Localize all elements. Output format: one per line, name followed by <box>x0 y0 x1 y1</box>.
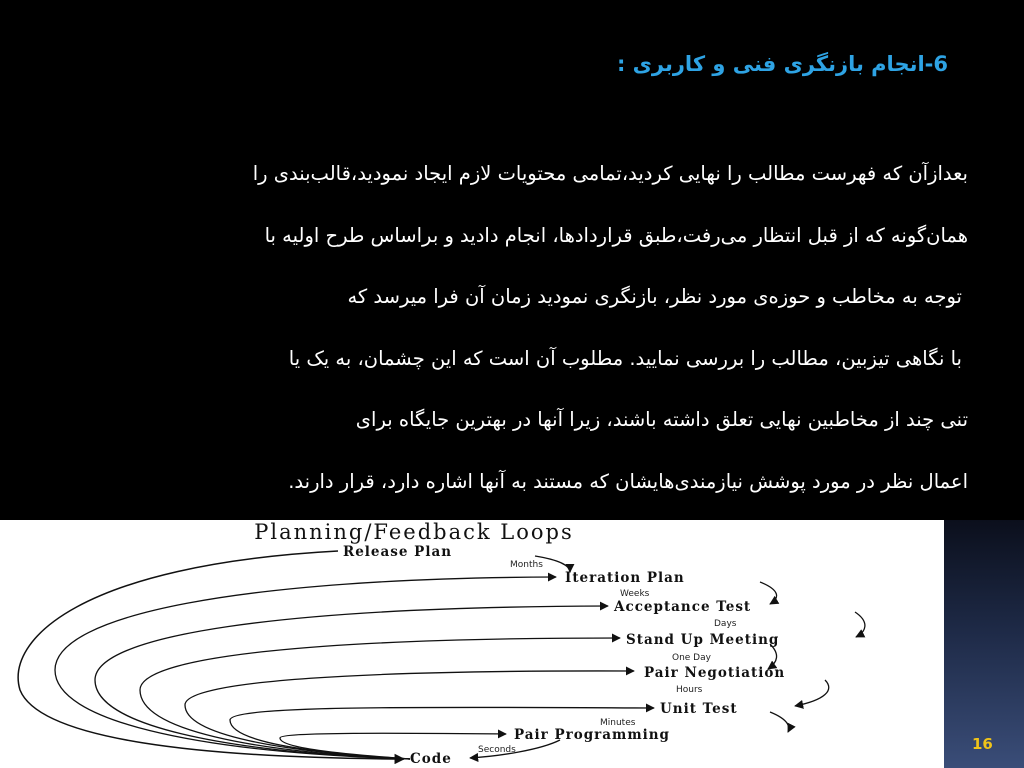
timescale-label: Minutes <box>600 718 636 728</box>
body-line: توجه به مخاطب و حوزه‌ی مورد نظر، بازنگری نمودید زمان آن فرا میرسد که <box>347 285 962 308</box>
feedback-loops-diagram <box>0 520 944 768</box>
diagram-title: Planning/Feedback Loops <box>254 520 574 544</box>
slide-title: 6-انجام بازنگری فنی و کاربری : <box>616 52 948 76</box>
timescale-label: Weeks <box>620 589 650 599</box>
loop-arc <box>55 577 556 759</box>
body-line: اعمال نظر در مورد پوشش نیازمندی‌هایشان که مستند به آنها اشاره دارد، قرار دارند. <box>288 469 968 493</box>
diagram-svg <box>0 520 944 768</box>
body-line: تنی چند از مخاطبین نهایی تعلق داشته باشند، زیرا آنها در بهترین جایگاه برای <box>355 408 968 431</box>
node-unit-test: Unit Test <box>660 701 738 717</box>
timescale-label: One Day <box>672 653 711 663</box>
timescale-label: Seconds <box>478 745 516 755</box>
stage-connector <box>770 712 789 732</box>
stage-connector <box>760 582 777 604</box>
loop-arc <box>185 671 634 759</box>
node-stand-up-meeting: Stand Up Meeting <box>626 632 780 648</box>
timescale-label: Days <box>714 619 737 629</box>
node-acceptance-test: Acceptance Test <box>614 599 752 615</box>
loop-arc <box>280 733 506 759</box>
node-iteration-plan: Iteration Plan <box>565 570 685 586</box>
timescale-label: Hours <box>676 685 703 695</box>
body-line: بعدازآن که فهرست مطالب را نهایی کردید،تمامی محتویات لازم ایجاد نمودید،قالب‌بندی را <box>252 162 968 185</box>
side-decorative-panel <box>944 520 1024 768</box>
timescale-label: Months <box>510 560 543 570</box>
stage-connector <box>795 680 829 706</box>
body-line: با نگاهی تیزبین، مطالب را بررسی نمایید. مطلوب آن است که این چشمان، به یک یا <box>288 346 962 370</box>
node-code: Code <box>410 751 452 767</box>
body-text <box>30 152 968 521</box>
loop-arc <box>18 551 404 759</box>
node-release-plan: Release Plan <box>343 544 453 560</box>
page-number: 16 <box>972 735 993 753</box>
node-pair-programming: Pair Programming <box>514 727 670 743</box>
stage-connector <box>855 612 865 637</box>
body-line: همان‌گونه که از قبل انتظار می‌رفت،طبق قراردادها، انجام دادید و براساس طرح اولیه با <box>264 223 968 247</box>
node-pair-negotiation: Pair Negotiation <box>644 665 786 681</box>
